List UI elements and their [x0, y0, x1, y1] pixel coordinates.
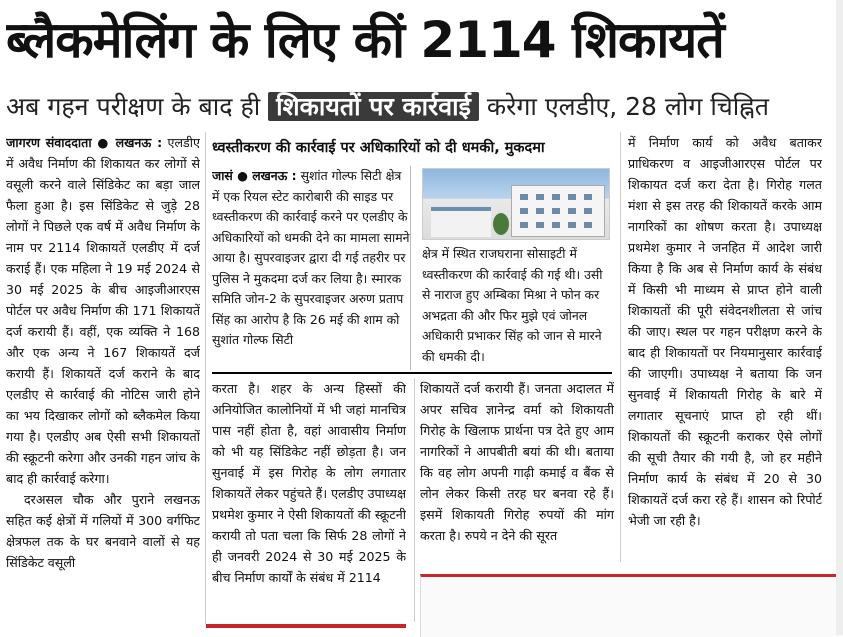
photo-building-right [511, 185, 605, 237]
column-divider [620, 132, 621, 562]
column-divider [205, 132, 206, 624]
subhead-lead: अब गहन परीक्षण के बाद ही [6, 92, 261, 121]
building-photo [422, 168, 610, 240]
photo-tree [493, 213, 509, 235]
main-story-paragraph-2: दरअसल चौक और पुराने लखनऊ सहित कई क्षेत्रों में गलियों में 300 वर्गफिट क्षेत्रफल तक के घर बनवाने वालों से यह सिंडिकेट वसूली [6, 492, 200, 570]
red-accent-bar [206, 624, 406, 628]
side-story-byline: जासं ● लखनऊ : [212, 168, 297, 183]
main-story-column-1 [6, 132, 200, 622]
main-story-text-1: एलडीए में अवैध निर्माण की शिकायत कर लोगों से वसूली करने वाले सिंडिकेट का बड़ा जाल फैला हुआ है। इस सिंडिकेट से जुड़े 28 लोगों ने पिछले एक वर्ष में अवैध निर्माण के नाम पर 2114 शिकायतें एलडीए में दर्ज कराई हैं। एक महिला ने 19 मई 2024 से 30 मई 2025 के बीच आइजीआरएस पोर्टल पर अवैध निर्माण की 171 शिकायतें दर्ज करायी हैं। वहीं, एक व्यक्ति ने 168 और एक अन्य ने 167 शिकायतें दर्ज करायी हैं। शिकायतें दर्ज कराने के बाद एलडीए से कार्रवाई की नोटिस जारी होने का भय दिखाकर लोगों को ब्लैकमेल किया गया है। एलडीए अब ऐसी सभी शिकायतों की स्क्रूटनी करेगा और उनकी गहन जांच के बाद ही कार्रवाई करेगा। [6, 135, 200, 486]
main-story-column-4: में निर्माण कार्य को अवैध बताकर प्राधिकरण व आइजीआरएस पोर्टल पर शिकायत दर्ज करा देता है। गिरोह गलत मंशा से इस तरह की शिकायतें करके आम नागरिकों का शोषण करता है। उपाध्यक्ष प्रथमेश कुमार ने जनहित में आदेश जारी किया है कि अब से निर्माण कार्य के संबंध में किसी भी माध्यम से प्राप्त होने वाली शिकायतों की पूरी संवेदनशीलता से जांच की जाए। स्थल पर गहन परीक्षण करने के बाद ही शिकायतों पर नियमानुसार कार्रवाई की जाएगी। उपाध्यक्ष ने बताया कि जन सुनवाई में शिकायती गिरोह के बारे में लगातार सूचनाएं प्राप्त हो रही थीं। शिकायतों की स्क्रूटनी कराकर ऐसे लोगों की सूची तैयार की गयी है, जो हर महीने निर्माण कार्य के संबंध में 20 से 30 शिकायतें दर्ज करा रहे हैं। शासन को रिपोर्ट भेजी जा रही है। [628, 135, 822, 528]
side-story-text-1: सुशांत गोल्फ सिटी क्षेत्र में एक रियल स्टेट कारोबारी की साइड पर ध्वस्तीकरण की कार्रवाई करने पर एलडीए के अधिकारियों को धमकी देने का मामला सामने आया है। सुपरवाइजर द्वारा दी गई तहरीर पर पुलिस ने मुकदमा दर्ज कर लिया है। स्मारक समिति जोन-2 के सुपरवाइजर अरुण प्रताप सिंह का आरोप है कि 26 मई की शाम को सुशांत गोल्फ सिटी [212, 168, 410, 347]
headline: ब्लैकमेलिंग के लिए कीं 2114 शिकायतें [6, 11, 724, 69]
subheadline [6, 86, 836, 128]
side-story-title: ध्वस्तीकरण की कार्रवाई पर अधिकारियों को दी धमकी, मुकदमा [212, 140, 545, 156]
main-story-column-2: करता है। शहर के अन्य हिस्सों की अनियोजित कालोनियों में भी जहां मानचित्र पास नहीं होता है, वहां आवासीय निर्माण को भी यह सिंडिकेट नहीं छोड़ता है। जन सुनवाई में इस गिरोह के लोग लगातार शिकायतें लेकर पहुंचते हैं। एलडीए उपाध्यक्ष प्रथमेश कुमार ने ऐसी शिकायतों की स्क्रूटनी करायी तो पता चला कि सिर्फ 28 लोगों ने ही जनवरी 2024 से 30 मई 2025 के बीच निर्माण कार्यों के संबंध में 2114 [212, 381, 406, 585]
byline: जागरण संवाददाता ● लखनऊ : [6, 135, 163, 150]
main-story-paragraph-1 [6, 132, 200, 489]
side-story-bottom-rule [212, 372, 612, 374]
photo-building-left [431, 207, 491, 237]
main-story-column-3: शिकायतें दर्ज करायी हैं। जनता अदालत में अपर सचिव ज्ञानेन्द्र वर्मा को शिकायती गिरोह के खिलाफ प्रार्थना पत्र देते हुए आम नागरिकों ने आपबीती बयां की थी। बताया कि वह लोग अपनी गाढ़ी कमाई व बैंक से लोन लेकर किसी तरह घर बनवा रहे हैं। इसमें शिकायती गिरोह रुपयों की मांग करता है। रुपये न देने की सूरत [420, 381, 614, 543]
page-edge [836, 0, 843, 635]
side-story-divider [410, 166, 411, 370]
column-divider [414, 378, 415, 622]
subhead-tail: करेगा एलडीए, 28 लोग चिह्नित [486, 92, 769, 121]
side-story-text-right: क्षेत्र में स्थित राजघराना सोसाइटी में ध्वस्तीकरण की कार्रवाई की गई थी। उसी से नाराज हुए अम्बिका मिश्रा ने फोन कर अभद्रता की और फिर मुझे एवं जोनल अधिकारी प्रभाकर सिंह को जान से मारने की धमकी दी। [422, 246, 603, 364]
advertisement-area [420, 574, 841, 637]
subhead-highlight: शिकायतों पर कार्रवाई [268, 92, 479, 121]
side-story-text-left [212, 166, 412, 366]
